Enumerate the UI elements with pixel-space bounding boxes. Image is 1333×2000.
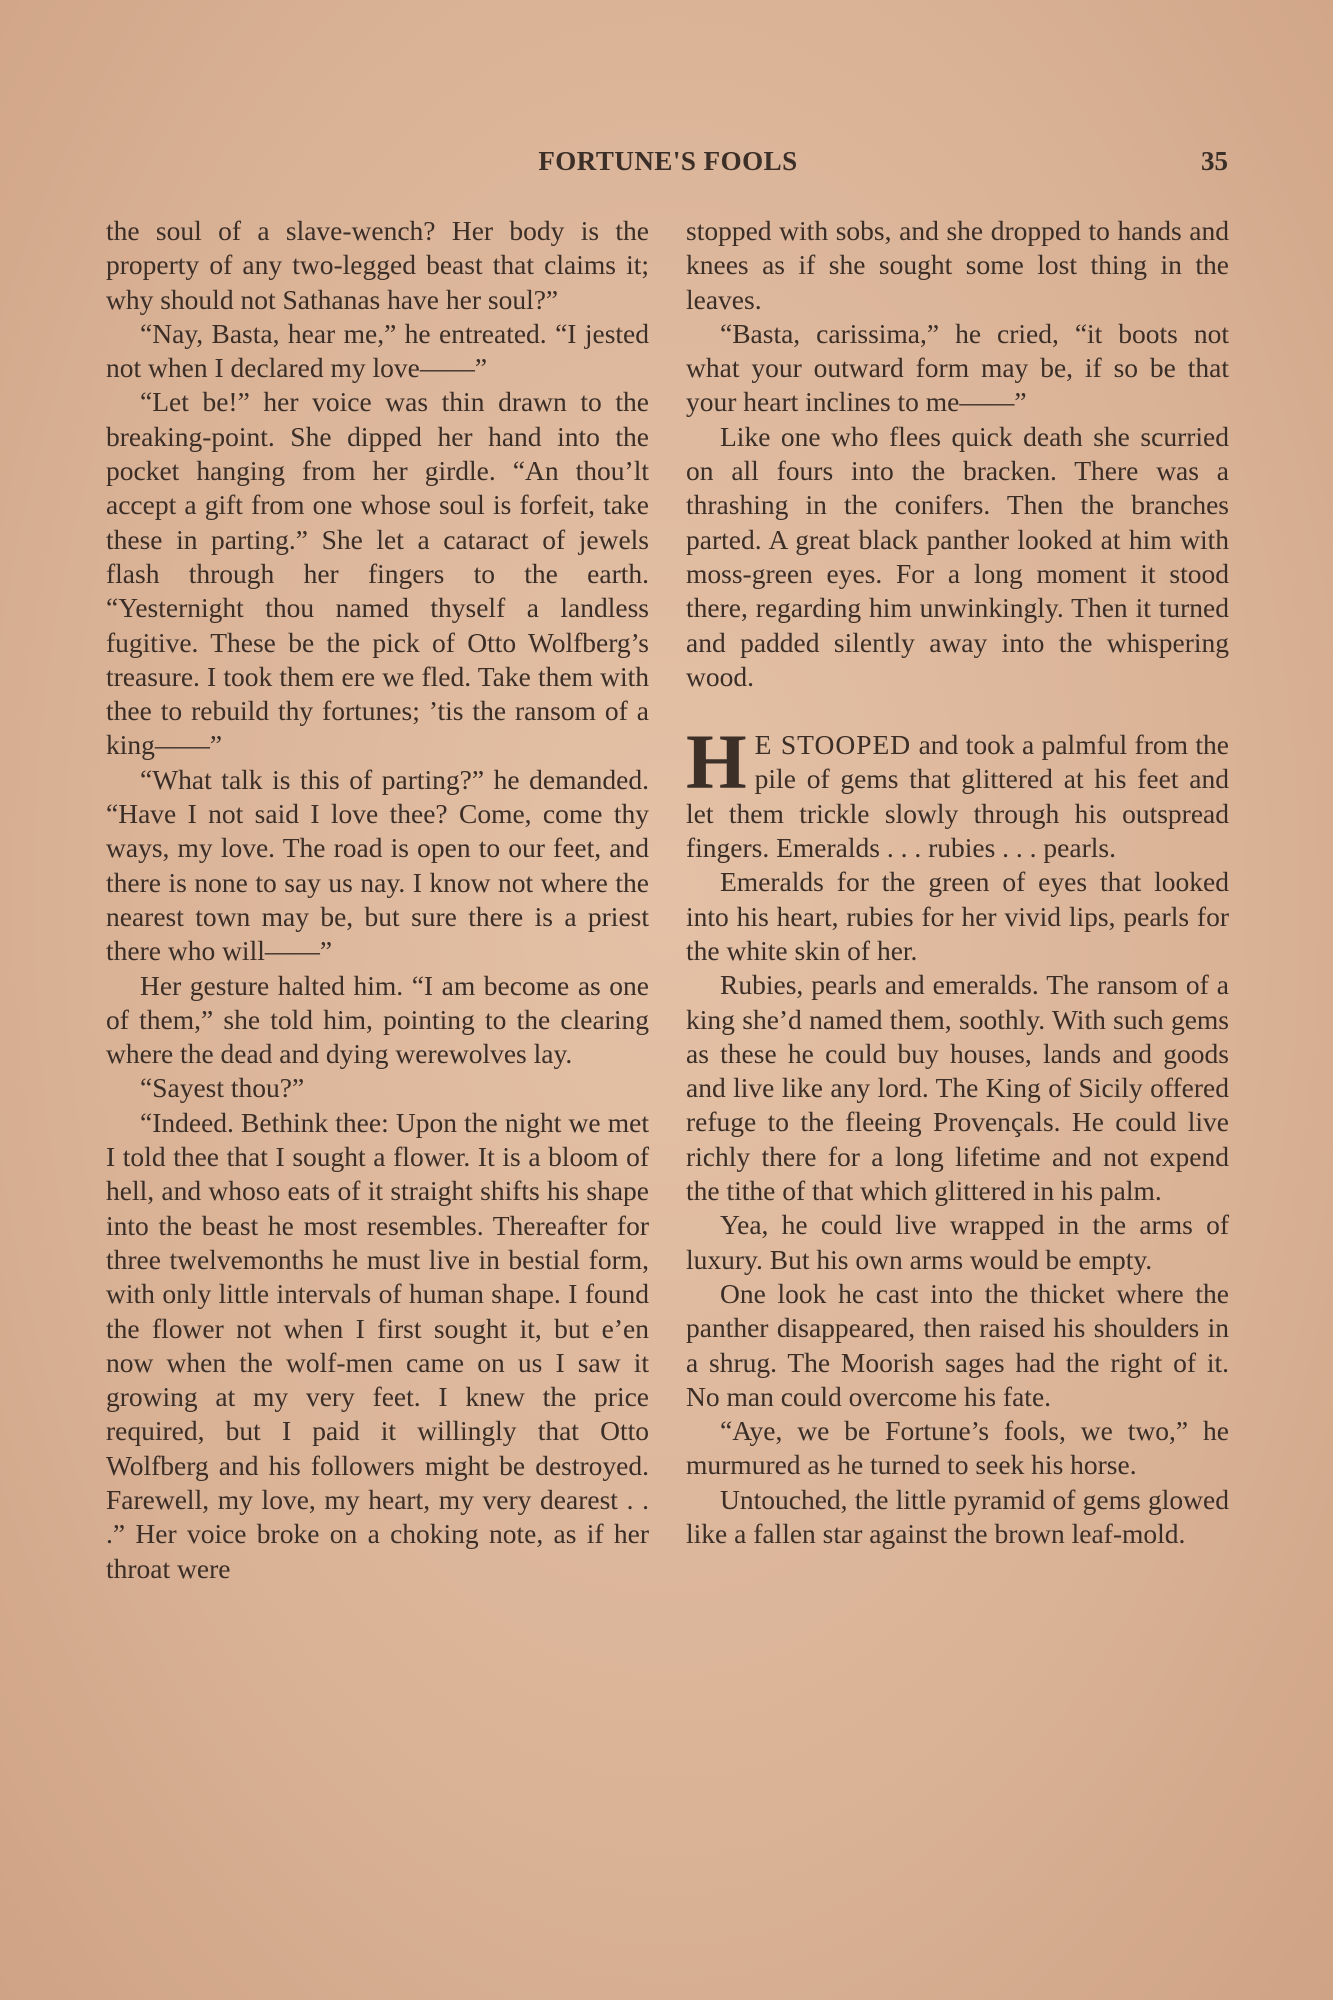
page-number: 35: [1201, 146, 1228, 176]
left-column: [106, 214, 649, 1586]
paragraph: “Sayest thou?”: [140, 1072, 305, 1104]
paragraph: Her gesture halted him. “I am become as one of them,” she told him, pointing to the clearing where the dead and dying werewolves lay.: [106, 969, 649, 1070]
paragraph: Yea, he could live wrapped in the arms of luxury. But his own arms would be empty.: [686, 1209, 1229, 1275]
paragraph: “Nay, Basta, hear me,” he entreated. “I jested not when I declared my love——”: [106, 317, 649, 384]
paragraph: “Let be!” her voice was thin drawn to the breaking-point. She dipped her hand into the pocket hanging from her girdle. “An thou’lt accept a gift from one whose soul is forfeit, take these in parting.” She let a cataract of jewels flash through her fingers to the earth. “Yesternight thou named thyself a landless fugitive. These be the pick of Otto Wolfberg’s treasure. I took them ere we fled. Take them with thee to rebuild thy fortunes; ’tis the ransom of a king——”: [106, 386, 649, 761]
paragraph: Rubies, pearls and emeralds. The ransom of a king she’d named them, soothly. With such gems as these he could buy houses, lands and goods and live like any lord. The King of Sicily offered refuge to the fleeing Provençals. He could live richly there for a long lifetime and not expend the tithe of that which glittered in his palm.: [686, 969, 1229, 1207]
paragraph: the soul of a slave-wench? Her body is the property of any two-legged beast that claims it; why should not Sathanas have her soul?”: [106, 215, 649, 315]
small-caps-lead: E STOOPED: [754, 729, 912, 761]
paragraph: Emeralds for the green of eyes that looked into his heart, rubies for her vivid lips, pearls for the white skin of her.: [686, 866, 1229, 966]
paragraph: One look he cast into the thicket where the panther disappeared, then raised his shoulders in a shrug. The Moorish sages had the right of it. No man could overcome his fate.: [686, 1277, 1229, 1412]
paragraph: “Indeed. Bethink thee: Upon the night we met I told thee that I sought a flower. It is a bloom of hell, and whoso eats of it straight shifts his shape into the beast he most resembles. Thereafter for three twelvemonths he must live in bestial form, with only little intervals of human shape. I found the flower not when I first sought it, but e’en now when the wolf-men came on us I saw it growing at my very feet. I knew the price required, but I paid it willingly that Otto Wolfberg and his followers might be destroyed. Farewell, my love, my heart, my very dearest . . .” Her voice broke on a choking note, as if her throat were: [106, 1106, 649, 1584]
section-opening-paragraph: [686, 718, 1229, 865]
running-title: FORTUNE'S FOOLS: [538, 146, 798, 176]
paragraph: Untouched, the little pyramid of gems glowed like a fallen star against the brown leaf-mold.: [686, 1483, 1229, 1549]
page-header: [108, 146, 1228, 186]
right-column: [686, 214, 1229, 1551]
paragraph: “Basta, carissima,” he cried, “it boots not what your outward form may be, if so be that your heart inclines to me——”: [686, 317, 1229, 418]
paragraph: “What talk is this of parting?” he demanded. “Have I not said I love thee? Come, come thy ways, my love. The road is open to our feet, and there is none to say us nay. I know not where the nearest town may be, but sure there is a priest there who will——”: [106, 763, 649, 967]
section-text: and took a palmful from the pile of gems that glittered at his feet and let them trickle slowly through his outspread fingers. Emeralds . . . rubies . . . pearls.: [686, 729, 1229, 864]
drop-cap: H: [686, 718, 747, 806]
paragraph: stopped with sobs, and she dropped to hands and knees as if she sought some lost thing in the leaves.: [686, 215, 1229, 315]
paragraph: “Aye, we be Fortune’s fools, we two,” he murmured as he turned to seek his horse.: [686, 1415, 1229, 1481]
paragraph: Like one who flees quick death she scurried on all fours into the bracken. There was a thrashing in the conifers. Then the branches parted. A great black panther looked at him with moss-green eyes. For a long moment it stood there, regarding him unwinkingly. Then it turned and padded silently away into the whispering wood.: [686, 420, 1229, 692]
